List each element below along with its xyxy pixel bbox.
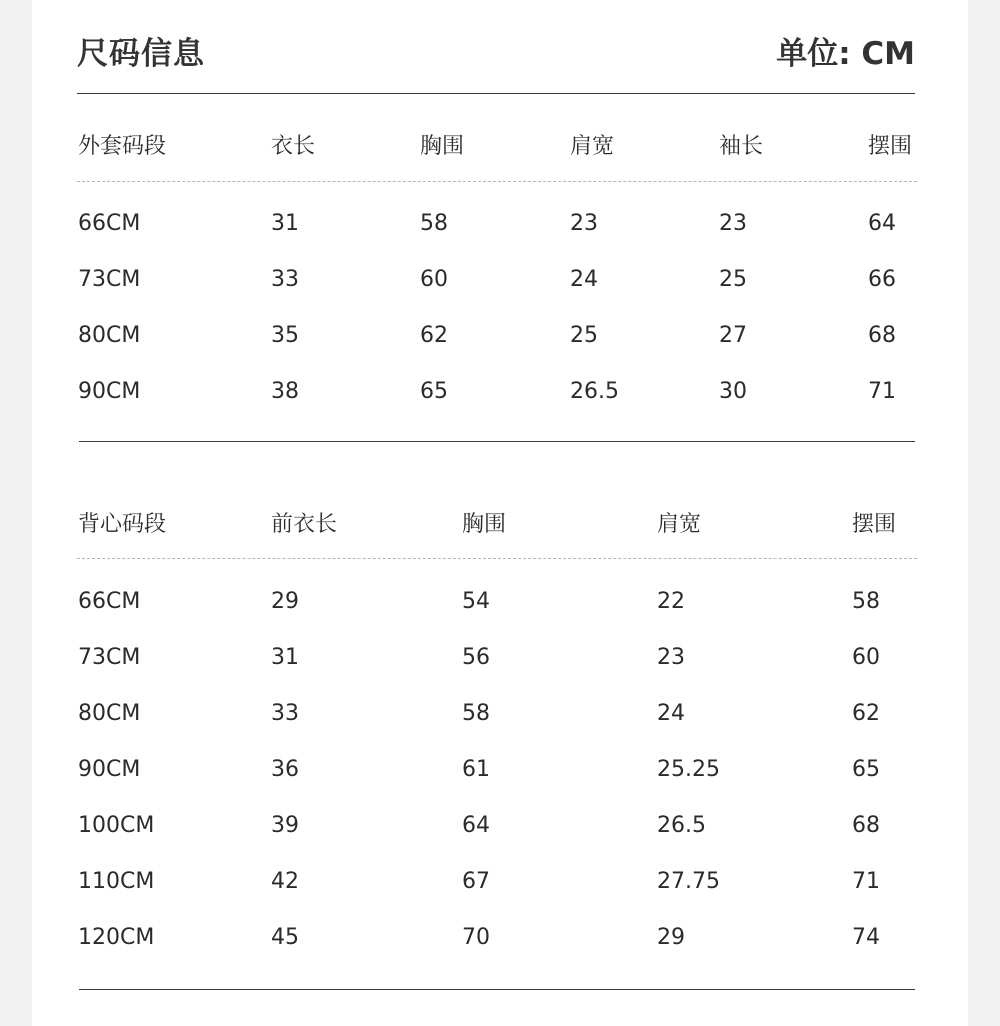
coat-table-header-4: 袖长 — [719, 134, 764, 159]
vest-table-cell: 73CM — [78, 645, 141, 670]
coat-header-dashed-divider — [77, 181, 917, 182]
vest-table-cell: 54 — [462, 589, 490, 614]
vest-table-cell: 29 — [271, 589, 299, 614]
vest-table-cell: 27.75 — [657, 869, 720, 894]
coat-table-cell: 23 — [570, 211, 598, 236]
unit-label: 单位: CM — [776, 36, 915, 72]
coat-table-cell: 35 — [271, 323, 299, 348]
coat-table-cell: 64 — [868, 211, 896, 236]
coat-table-cell: 24 — [570, 267, 598, 292]
vest-table-cell: 23 — [657, 645, 685, 670]
vest-table-header-0: 背心码段 — [78, 512, 167, 537]
coat-table-cell: 66CM — [78, 211, 141, 236]
coat-table-cell: 60 — [420, 267, 448, 292]
coat-table-cell: 25 — [570, 323, 598, 348]
vest-table-cell: 31 — [271, 645, 299, 670]
vest-table-cell: 70 — [462, 925, 490, 950]
coat-table-cell: 26.5 — [570, 379, 619, 404]
coat-table-cell: 90CM — [78, 379, 141, 404]
vest-table-cell: 39 — [271, 813, 299, 838]
vest-table-cell: 25.25 — [657, 757, 720, 782]
page-title: 尺码信息 — [77, 36, 205, 72]
vest-table-cell: 110CM — [78, 869, 155, 894]
vest-table-cell: 62 — [852, 701, 880, 726]
coat-table-header-3: 肩宽 — [570, 134, 615, 159]
vest-table-cell: 42 — [271, 869, 299, 894]
vest-table-bottom-divider — [79, 989, 915, 990]
vest-table-header-4: 摆围 — [852, 512, 897, 537]
vest-table-cell: 33 — [271, 701, 299, 726]
vest-table-cell: 22 — [657, 589, 685, 614]
vest-table-cell: 71 — [852, 869, 880, 894]
vest-table-cell: 64 — [462, 813, 490, 838]
title-divider — [77, 93, 915, 94]
coat-table-cell: 80CM — [78, 323, 141, 348]
vest-table-cell: 45 — [271, 925, 299, 950]
vest-table-cell: 120CM — [78, 925, 155, 950]
coat-table-cell: 62 — [420, 323, 448, 348]
vest-table-cell: 68 — [852, 813, 880, 838]
vest-table-header-2: 胸围 — [462, 512, 507, 537]
coat-table-cell: 66 — [868, 267, 896, 292]
vest-table-cell: 29 — [657, 925, 685, 950]
coat-table-header-5: 摆围 — [868, 134, 913, 159]
vest-table-cell: 65 — [852, 757, 880, 782]
coat-table-cell: 38 — [271, 379, 299, 404]
vest-table-cell: 60 — [852, 645, 880, 670]
vest-table-cell: 61 — [462, 757, 490, 782]
coat-table-cell: 33 — [271, 267, 299, 292]
vest-table-header-1: 前衣长 — [271, 512, 338, 537]
coat-table-cell: 68 — [868, 323, 896, 348]
coat-table-header-1: 衣长 — [271, 134, 316, 159]
vest-table-cell: 100CM — [78, 813, 155, 838]
vest-table-cell: 24 — [657, 701, 685, 726]
coat-table-cell: 73CM — [78, 267, 141, 292]
coat-table-header-2: 胸围 — [420, 134, 465, 159]
vest-header-dashed-divider — [77, 558, 917, 559]
vest-table-cell: 66CM — [78, 589, 141, 614]
vest-table-cell: 26.5 — [657, 813, 706, 838]
vest-table-cell: 67 — [462, 869, 490, 894]
coat-table-cell: 71 — [868, 379, 896, 404]
vest-table-cell: 58 — [852, 589, 880, 614]
coat-table-cell: 31 — [271, 211, 299, 236]
coat-table-cell: 23 — [719, 211, 747, 236]
vest-table-cell: 80CM — [78, 701, 141, 726]
vest-table-cell: 90CM — [78, 757, 141, 782]
coat-table-cell: 27 — [719, 323, 747, 348]
vest-table-cell: 56 — [462, 645, 490, 670]
vest-table-cell: 58 — [462, 701, 490, 726]
vest-table-cell: 36 — [271, 757, 299, 782]
vest-table-header-3: 肩宽 — [657, 512, 702, 537]
coat-table-cell: 65 — [420, 379, 448, 404]
coat-table-cell: 58 — [420, 211, 448, 236]
coat-table-header-0: 外套码段 — [78, 134, 167, 159]
vest-table-cell: 74 — [852, 925, 880, 950]
coat-table-cell: 25 — [719, 267, 747, 292]
coat-table-bottom-divider — [79, 441, 915, 442]
coat-table-cell: 30 — [719, 379, 747, 404]
